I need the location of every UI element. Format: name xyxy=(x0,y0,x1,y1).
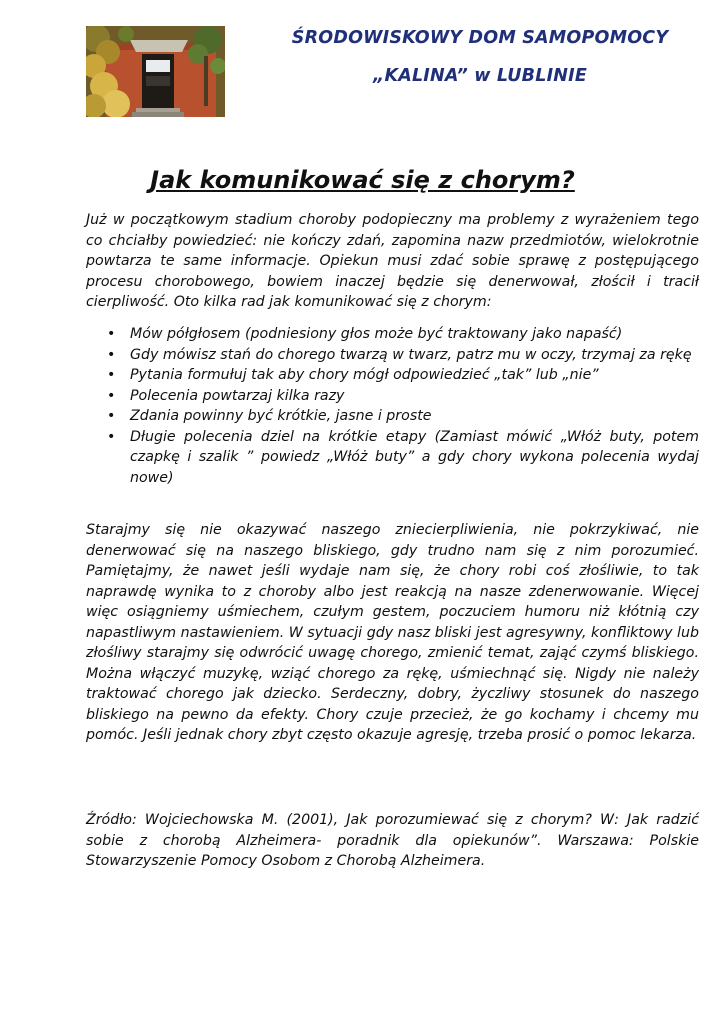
list-item: • Zdania powinny być krótkie, jasne i proste xyxy=(86,406,699,427)
main-paragraph: Starajmy się nie okazywać naszego zniecierpliwienia, nie pokrzykiwać, nie denerwować się na naszego bliskiego, gdy trudno nam się z nim porozumieć. Pamiętajmy, że nawet jeśli wydaje nam się, że chory robi coś złośliwie, to tak naprawdę wynika to z choroby albo jest reakcją na nasze zdenerwowanie. Więcej więc osiągniemy uśmiechem, czułym gestem, poczuciem humoru niż kłótnią czy napastliwym nastawieniem. W sytuacji gdy nasz bliski jest agresywny, konfliktowy lub złośliwy starajmy się odwrócić uwagę chorego, zmienić temat, zająć czymś bliskiego. Można włączyć muzykę, wziąć chorego za rękę, uśmiechnąć się. Nigdy nie należy traktować chorego jak dziecko. Serdeczny, dobry, życzliwy stosunek do naszego bliskiego na pewno da efekty. Chory czuje przecież, że go kochamy i chcemy mu pomóc. Jeśli jednak chory zbyt często okazuje agresję, trzeba prosić o pomoc lekarza. xyxy=(86,522,699,743)
list-item: • Gdy mówisz stań do chorego twarzą w twarz, patrz mu w oczy, trzymaj za rękę xyxy=(86,345,699,366)
list-item: • Polecenia powtarzaj kilka razy xyxy=(86,386,699,407)
bullet-icon: • xyxy=(107,387,116,404)
bullet-icon: • xyxy=(107,408,116,424)
page-title: Jak komunikować się z chorym? xyxy=(150,166,575,194)
list-item: • Długie polecenia dziel na krótkie etapy (Zamiast mówić „Włóż buty, potem czapkę i szalik ” powiedz „Włóż buty” a gdy chory wykona polecenia wydaj nowe) xyxy=(107,428,699,486)
organization-location: „KALINA” w LUBLINIE xyxy=(372,66,587,86)
bullet-icon: • xyxy=(107,346,116,363)
organization-name: ŚRODOWISKOWY DOM SAMOPOMOCY xyxy=(291,28,669,48)
list-item: • Mów półgłosem (podniesiony głos może być traktowany jako napaść) xyxy=(86,324,699,345)
bullet-icon: • xyxy=(107,367,116,383)
source-citation: Źródło: Wojciechowska M. (2001), Jak porozumiewać się z chorym? W: Jak radzić sobie z chorobą Alzheimera- poradnik dla opiekunów”. Warszawa: Polskie Stowarzyszenie Pomocy Osobom z Chorobą Alzheimera. xyxy=(86,812,699,869)
advice-list xyxy=(86,324,699,488)
list-item: • Pytania formułuj tak aby chory mógł odpowiedzieć „tak” lub „nie” xyxy=(86,365,699,386)
bullet-icon: • xyxy=(107,326,116,342)
bullet-icon: • xyxy=(107,428,116,445)
intro-paragraph: Już w początkowym stadium choroby podopieczny ma problemy z wyrażeniem tego co chciałby powiedzieć: nie kończy zdań, zapomina nazw przedmiotów, wielokrotnie powtarza te same informacje. Opiekun musi zdać sobie sprawę z postępującego procesu chorobowego, bowiem inaczej będzie się denerwował, złościł i tracił cierpliwość. Oto kilka rad jak komunikować się z chorym: xyxy=(86,212,699,310)
building-entrance-photo xyxy=(86,26,225,117)
